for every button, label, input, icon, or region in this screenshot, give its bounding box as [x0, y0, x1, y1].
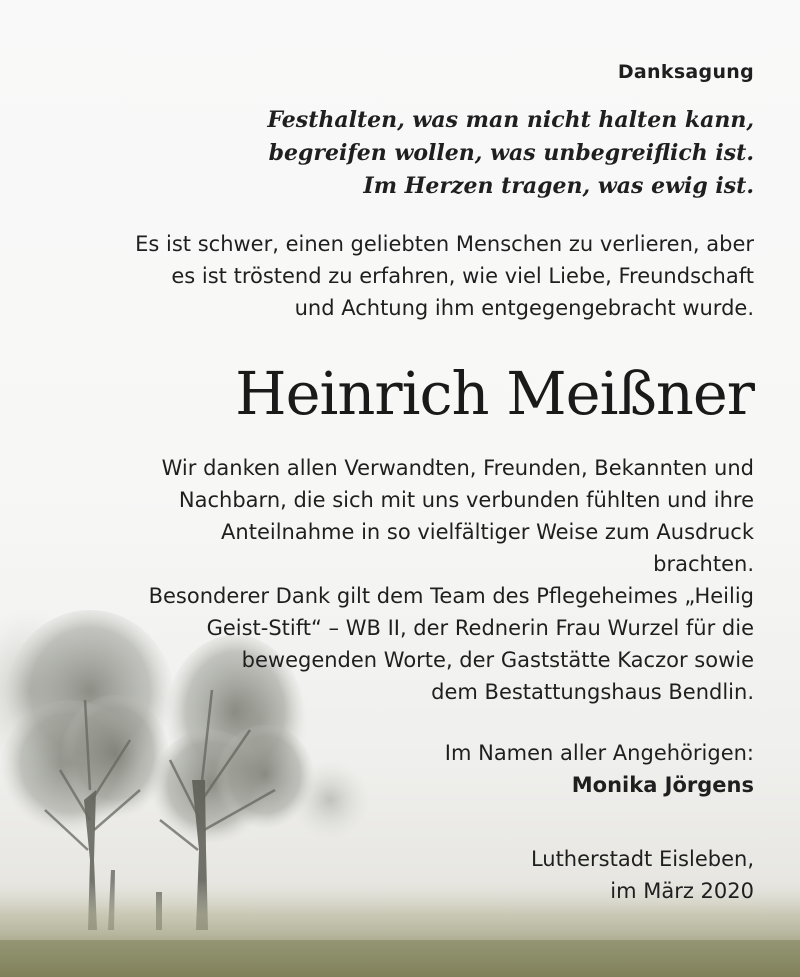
thanks-line: Besonderer Dank gilt dem Team des Pflegeheimes „Heilig	[148, 584, 754, 608]
notice-heading: Danksagung	[617, 61, 754, 83]
thanks-line: bewegenden Worte, der Gaststätte Kaczor sowie	[241, 648, 754, 672]
date-line: im März 2020	[610, 879, 754, 903]
signature-block	[445, 737, 754, 801]
thanks-line: brachten.	[653, 552, 754, 576]
place-date-block	[531, 843, 754, 907]
thanks-line: Anteilnahme in so vielfältiger Weise zum Ausdruck	[221, 520, 754, 544]
intro-paragraph	[135, 228, 754, 324]
intro-line: Es ist schwer, einen geliebten Menschen zu verlieren, aber	[135, 232, 754, 256]
thanks-line: Geist-Stift“ – WB II, der Rednerin Frau Wurzel für die	[206, 616, 754, 640]
motto-line: Festhalten, was man nicht halten kann,	[267, 107, 754, 133]
thanks-line: Nachbarn, die sich mit uns verbunden fühlten und ihre	[178, 488, 754, 512]
signature-intro: Im Namen aller Angehörigen:	[444, 741, 754, 765]
thanks-paragraph	[149, 452, 754, 708]
thanks-line: dem Bestattungshaus Bendlin.	[431, 680, 754, 704]
intro-line: es ist tröstend zu erfahren, wie viel Liebe, Freundschaft	[171, 264, 754, 288]
intro-line: und Achtung ihm entgegengebracht wurde.	[294, 296, 754, 320]
thanks-line: Wir danken allen Verwandten, Freunden, Bekannten und	[161, 456, 754, 480]
place-line: Lutherstadt Eisleben,	[530, 847, 754, 871]
motto-line: begreifen wollen, was unbegreiflich ist.	[268, 140, 754, 166]
motto-verse	[267, 104, 754, 203]
deceased-name: Heinrich Meißner	[235, 359, 754, 428]
signer-name: Monika Jörgens	[571, 773, 754, 797]
motto-line: Im Herzen tragen, was ewig ist.	[363, 173, 754, 199]
